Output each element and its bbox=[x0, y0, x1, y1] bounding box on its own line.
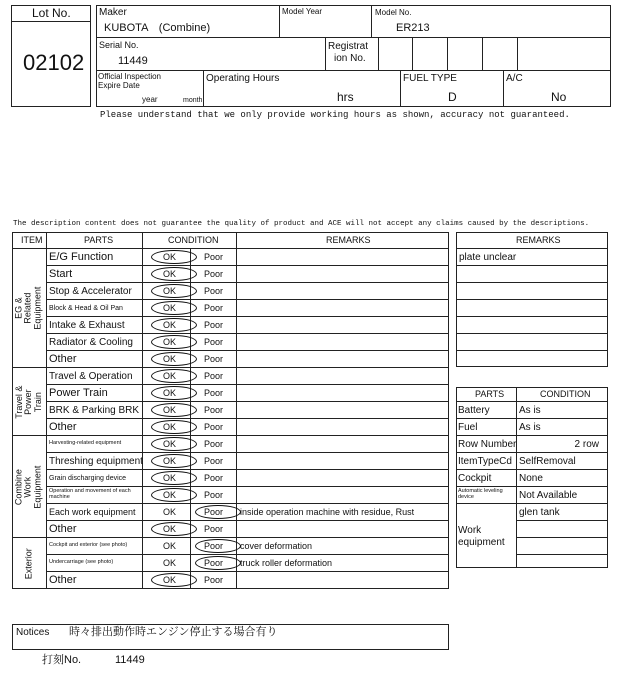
side-remark-row bbox=[456, 266, 608, 283]
hours-notice: Please understand that we only provide working hours as shown, accuracy not guaranteed. bbox=[100, 110, 570, 120]
poor-option: Poor bbox=[204, 422, 224, 432]
table-row bbox=[46, 402, 448, 419]
category-label-text: Exterior bbox=[23, 548, 34, 580]
poor-option: Poor bbox=[204, 558, 224, 568]
table-row bbox=[46, 470, 448, 487]
table-row bbox=[46, 436, 448, 453]
spec-th-parts: PARTS bbox=[475, 389, 505, 399]
registration-label-1: Registrat bbox=[328, 41, 369, 52]
selection-oval bbox=[151, 267, 197, 281]
poor-option: Poor bbox=[204, 524, 224, 534]
table-row bbox=[46, 555, 448, 572]
table-row bbox=[46, 487, 448, 504]
part-label: Each work equipment bbox=[49, 507, 136, 517]
selection-oval bbox=[151, 352, 197, 366]
ok-option: OK bbox=[163, 456, 177, 466]
selection-oval bbox=[151, 335, 197, 349]
work-equipment-value bbox=[519, 521, 605, 537]
th-remarks: REMARKS bbox=[326, 235, 371, 245]
ok-option: OK bbox=[163, 286, 177, 296]
poor-option: Poor bbox=[204, 405, 224, 415]
table-row bbox=[12, 351, 448, 368]
poor-option: Poor bbox=[204, 320, 224, 330]
notices-label: Notices bbox=[16, 627, 50, 638]
table-row bbox=[12, 419, 448, 436]
serial-no-label: Serial No. bbox=[99, 40, 139, 50]
poor-option: Poor bbox=[204, 473, 224, 483]
part-label: Grain discharging device bbox=[49, 474, 127, 482]
ok-option: OK bbox=[163, 524, 177, 534]
poor-option: Poor bbox=[204, 337, 224, 347]
ok-option: OK bbox=[163, 320, 177, 330]
category-label bbox=[12, 249, 46, 368]
selection-oval bbox=[195, 556, 241, 570]
work-equipment-label-1: Work bbox=[458, 525, 482, 536]
model-no-value: ER213 bbox=[396, 22, 430, 34]
part-label: Operation and movement of each machine bbox=[49, 488, 131, 500]
work-equipment-value: glen tank bbox=[519, 506, 560, 518]
poor-option: Poor bbox=[204, 252, 224, 262]
table-row bbox=[46, 266, 448, 283]
selection-oval bbox=[195, 539, 241, 553]
poor-option: Poor bbox=[204, 371, 224, 381]
model-no-label: Model No. bbox=[375, 8, 412, 17]
selection-oval bbox=[151, 573, 197, 587]
table-row bbox=[12, 521, 448, 538]
spec-part: Row Number bbox=[458, 438, 516, 450]
part-label: BRK & Parking BRK bbox=[49, 404, 140, 416]
category-label-text: Travel & Power Train bbox=[13, 385, 43, 419]
ac-value: No bbox=[551, 90, 567, 104]
work-equipment-value bbox=[519, 538, 605, 554]
part-label: Stop & Accelerator bbox=[49, 285, 132, 297]
lot-no-label: Lot No. bbox=[32, 6, 71, 20]
th-parts: PARTS bbox=[84, 235, 114, 245]
selection-oval bbox=[151, 386, 197, 400]
selection-oval bbox=[151, 403, 197, 417]
table-row bbox=[46, 283, 448, 300]
category-label-text: EG & Related Equipment bbox=[13, 286, 43, 331]
side-remark-row bbox=[456, 249, 608, 266]
maker-label: Maker bbox=[99, 7, 127, 18]
remark-text: cover deformation bbox=[240, 541, 313, 551]
selection-oval bbox=[151, 454, 197, 468]
inspection-label-1: Official Inspection bbox=[98, 72, 161, 81]
maker-value: KUBOTA (Combine) bbox=[104, 22, 211, 34]
poor-option: Poor bbox=[204, 286, 224, 296]
part-label: Other bbox=[49, 353, 77, 365]
remark-text bbox=[240, 436, 445, 452]
side-remark-text bbox=[459, 317, 605, 333]
description-notice: The description content does not guarantee the quality of product and ACE will not accept any claims caused by the descriptions. bbox=[13, 220, 590, 228]
remark-text bbox=[240, 402, 445, 418]
inspection-month: month bbox=[183, 97, 203, 104]
selection-oval bbox=[151, 471, 197, 485]
remark-text bbox=[240, 470, 445, 486]
ok-option: OK bbox=[163, 269, 177, 279]
side-remark-text bbox=[459, 283, 605, 299]
operating-hours-unit: hrs bbox=[337, 90, 354, 104]
ok-option: OK bbox=[163, 303, 177, 313]
selection-oval bbox=[195, 505, 241, 519]
side-remark-row bbox=[456, 334, 608, 351]
selection-oval bbox=[151, 318, 197, 332]
work-equipment-row bbox=[516, 538, 608, 555]
spec-th-condition: CONDITION bbox=[540, 389, 591, 399]
remark-text bbox=[240, 368, 445, 384]
spec-value: As is bbox=[519, 421, 541, 433]
remark-text: inside operation machine with residue, Rust bbox=[240, 507, 415, 517]
poor-option: Poor bbox=[204, 575, 224, 585]
side-remark-text bbox=[459, 266, 605, 282]
poor-option: Poor bbox=[204, 388, 224, 398]
part-label: Undercarriage (see photo) bbox=[49, 559, 114, 566]
lot-no-value: 02102 bbox=[23, 50, 85, 75]
spec-value: Not Available bbox=[519, 489, 578, 501]
th-condition: CONDITION bbox=[168, 235, 219, 245]
side-remark-text bbox=[459, 334, 605, 350]
part-label: Travel & Operation bbox=[49, 370, 133, 382]
selection-oval bbox=[151, 301, 197, 315]
inspection-year: year bbox=[142, 95, 158, 104]
side-remark-text bbox=[459, 300, 605, 316]
ok-option: OK bbox=[163, 354, 177, 364]
spec-value: 2 row bbox=[574, 438, 599, 450]
inspection-label-2: Expire Date bbox=[98, 81, 140, 90]
table-row bbox=[46, 504, 448, 521]
spec-row bbox=[456, 436, 608, 453]
notices-text: 時々排出動作時エンジン停止する場合有り bbox=[69, 626, 278, 638]
poor-option: Poor bbox=[204, 439, 224, 449]
remark-text bbox=[240, 266, 445, 282]
ok-option: OK bbox=[163, 558, 177, 568]
ok-option: OK bbox=[163, 439, 177, 449]
ok-option: OK bbox=[163, 541, 177, 551]
side-remark-row bbox=[456, 351, 608, 368]
spec-row bbox=[456, 470, 608, 487]
poor-option: Poor bbox=[204, 303, 224, 313]
spec-value: None bbox=[519, 472, 543, 484]
remark-text bbox=[240, 283, 445, 299]
remark-text bbox=[240, 351, 445, 367]
part-label: Start bbox=[49, 268, 73, 280]
remark-text bbox=[240, 300, 445, 316]
part-label: Other bbox=[49, 421, 77, 433]
ok-option: OK bbox=[163, 422, 177, 432]
spec-part: Automatic leveling device bbox=[458, 488, 503, 500]
spec-row bbox=[456, 453, 608, 470]
part-label: Harvesting-related equipment bbox=[49, 440, 122, 447]
table-row bbox=[46, 300, 448, 317]
part-label: Threshing equipment bbox=[49, 455, 143, 467]
model-year-label: Model Year bbox=[282, 7, 323, 16]
operating-hours-label: Operating Hours bbox=[206, 73, 280, 84]
remark-text bbox=[240, 453, 445, 469]
remark-text bbox=[240, 334, 445, 350]
side-remarks-header: REMARKS bbox=[516, 235, 561, 245]
th-item: ITEM bbox=[21, 235, 43, 245]
poor-option: Poor bbox=[204, 541, 224, 551]
ok-option: OK bbox=[163, 252, 177, 262]
category-label bbox=[12, 436, 46, 538]
spec-part: Fuel bbox=[458, 421, 478, 433]
poor-option: Poor bbox=[204, 456, 224, 466]
stamp-value: 11449 bbox=[115, 654, 145, 666]
category-label bbox=[12, 538, 46, 589]
selection-oval bbox=[151, 437, 197, 451]
part-label: Cockpit and exterior (see photo) bbox=[49, 542, 128, 549]
work-equipment-row bbox=[516, 555, 608, 572]
side-remark-row bbox=[456, 283, 608, 300]
ok-option: OK bbox=[163, 490, 177, 500]
part-label: Block & Head & Oil Pan bbox=[49, 304, 123, 312]
remark-text bbox=[240, 317, 445, 333]
category-label bbox=[12, 368, 46, 436]
selection-oval bbox=[151, 488, 197, 502]
remark-text bbox=[240, 487, 445, 503]
part-label: Intake & Exhaust bbox=[49, 319, 125, 331]
side-remark-row bbox=[456, 300, 608, 317]
ok-option: OK bbox=[163, 405, 177, 415]
ac-label: A/C bbox=[506, 73, 523, 84]
remark-text bbox=[240, 572, 445, 588]
ok-option: OK bbox=[163, 473, 177, 483]
work-equipment-row bbox=[516, 504, 608, 521]
side-remark-row bbox=[456, 317, 608, 334]
remark-text bbox=[240, 249, 445, 265]
spec-part: Cockpit bbox=[458, 472, 492, 484]
table-row bbox=[46, 368, 448, 385]
part-label: E/G Function bbox=[49, 251, 114, 263]
selection-oval bbox=[151, 369, 197, 383]
table-row bbox=[46, 334, 448, 351]
spec-row bbox=[456, 419, 608, 436]
ok-option: OK bbox=[163, 507, 177, 517]
poor-option: Poor bbox=[204, 354, 224, 364]
spec-part: Battery bbox=[458, 404, 490, 416]
selection-oval bbox=[151, 284, 197, 298]
fuel-type-label: FUEL TYPE bbox=[403, 73, 457, 84]
work-equipment-label-2: equipment bbox=[458, 537, 505, 548]
work-equipment-row bbox=[516, 521, 608, 538]
registration-label-2: ion No. bbox=[334, 53, 366, 64]
ok-option: OK bbox=[163, 337, 177, 347]
category-label-text: Combine Work Equipment bbox=[13, 465, 43, 509]
table-row bbox=[46, 317, 448, 334]
poor-option: Poor bbox=[204, 507, 224, 517]
remark-text bbox=[240, 521, 445, 537]
remark-text bbox=[240, 385, 445, 401]
part-label: Power Train bbox=[49, 387, 108, 399]
part-label: Radiator & Cooling bbox=[49, 336, 133, 348]
ok-option: OK bbox=[163, 371, 177, 381]
stamp-label: 打刻No. bbox=[42, 654, 82, 666]
spec-value: SelfRemoval bbox=[519, 455, 576, 467]
side-remark-text: plate unclear bbox=[459, 251, 517, 263]
remark-text: truck roller deformation bbox=[240, 558, 333, 568]
table-row bbox=[12, 572, 448, 589]
selection-oval bbox=[151, 420, 197, 434]
spec-row bbox=[456, 402, 608, 419]
spec-part: ItemTypeCd bbox=[458, 455, 512, 467]
serial-no-value: 11449 bbox=[118, 55, 148, 67]
part-label: Other bbox=[49, 574, 77, 586]
table-row bbox=[46, 385, 448, 402]
work-equipment-value bbox=[519, 555, 605, 571]
side-remark-text bbox=[459, 351, 605, 367]
fuel-type-value: D bbox=[448, 90, 457, 104]
table-row bbox=[46, 538, 448, 555]
spec-value: As is bbox=[519, 404, 541, 416]
ok-option: OK bbox=[163, 388, 177, 398]
part-label: Other bbox=[49, 523, 77, 535]
poor-option: Poor bbox=[204, 490, 224, 500]
spec-row bbox=[456, 487, 608, 504]
selection-oval bbox=[151, 250, 197, 264]
remark-text bbox=[240, 419, 445, 435]
table-row bbox=[46, 249, 448, 266]
table-row bbox=[46, 453, 448, 470]
selection-oval bbox=[151, 522, 197, 536]
poor-option: Poor bbox=[204, 269, 224, 279]
ok-option: OK bbox=[163, 575, 177, 585]
